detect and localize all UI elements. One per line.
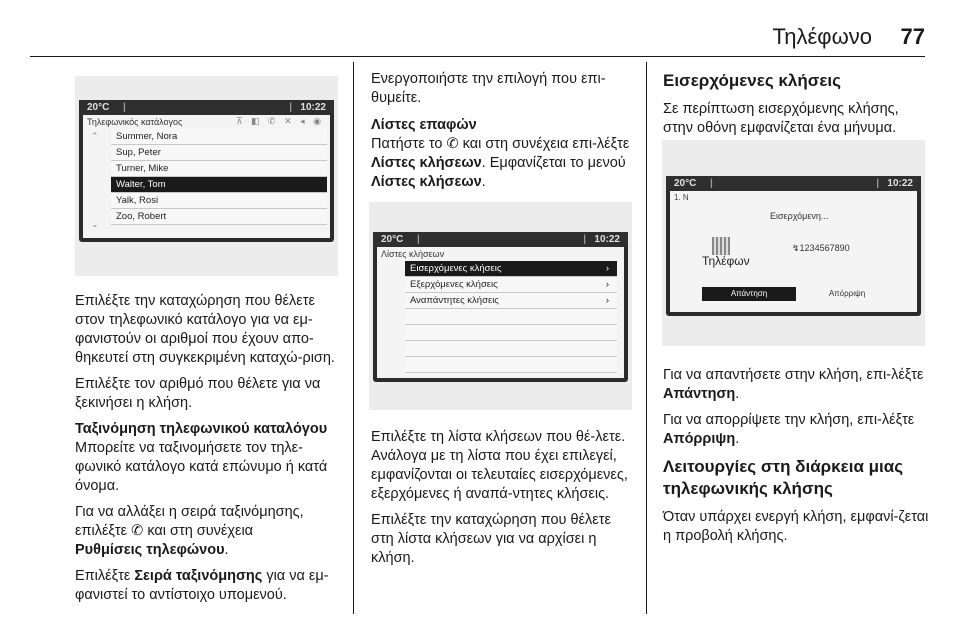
list-item-label: Αναπάντητες κλήσεις [410,295,499,306]
list-item[interactable] [111,209,327,225]
scroll-up-icon[interactable]: ⌃ [91,131,99,141]
column-3-text-bottom [663,366,929,553]
header-divider [30,56,925,57]
paragraph: Όταν υπάρχει ενεργή κλήση, εμφανί-ζεται η προβολή κλήσης. [663,509,929,544]
caller-number: ↯1234567890 [792,243,850,253]
section-heading: Εισερχόμενες κλήσεις [663,71,841,90]
list-item[interactable] [405,261,617,277]
screen-body [83,115,330,238]
list-item[interactable] [111,177,327,193]
paragraph: Επιλέξτε τη λίστα κλήσεων που θέ-λετε. Ανάλογα με τη λίστα που έχει επιλεγεί, εμφανίζονται οι τελευταίες εισερχόμενες, εξερχόμενες ή αναπά-ντητες κλήσεις. [371,429,628,502]
list-entry: 1. N [674,193,689,202]
list-item-label: Walter, Tom [116,179,166,190]
page-number: 77 [900,24,925,49]
paragraph: Επιλέξτε την καταχώρηση που θέλετε στη λίστα κλήσεων για να αρχίσει η κλήση. [371,512,611,566]
list-item[interactable] [111,161,327,177]
list-item[interactable] [405,293,617,309]
list-item[interactable] [111,145,327,161]
paragraph: Για να απορρίψετε την κλήση, επι-λέξτε Απόρριψη. [663,412,915,447]
page-title: Τηλέφωνο [772,24,872,49]
paragraph: Επιλέξτε Σειρά ταξινόμησης για να εμ-φανιστεί το αντίστοιχο υπομενού. [75,568,329,603]
chevron-right-icon: › [605,295,609,306]
phone-label: Τηλέφων [702,254,750,268]
section-heading: Λίστες επαφών [371,117,477,133]
paragraph: Σε περίπτωση εισερχόμενης κλήσης, στην οθόνη εμφανίζεται ένα μήνυμα. [663,101,899,136]
status-bar: 20°C | | 10:22 [373,232,628,247]
empty-row [405,341,617,357]
list-item[interactable] [111,193,327,209]
column-divider-1 [353,62,354,614]
page-header [0,0,960,56]
list-item-label: Zoo, Robert [116,211,167,222]
menu-phone-icon: ✆ [131,523,144,539]
paragraph: Για να αλλάξει η σειρά ταξινόμησης, επιλέξτε ✆ και στη συνέχεια Ρυθμίσεις τηλεφώνου. [75,504,304,558]
list-item[interactable] [111,129,327,145]
signal-icon [712,237,730,255]
paragraph: Επιλέξτε την καταχώρηση που θέλετε στον τηλεφωνικό κατάλογο για να εμ-φανιστούν οι αριθμοί που έχουν απο-θηκευτεί στη συγκεκριμένη καταχώ-ριση. [75,293,335,366]
temperature: 20°C [674,178,697,189]
list-item[interactable] [405,277,617,293]
paragraph: Ενεργοποιήστε την επιλογή που επι-θυμείτε. [371,71,606,106]
column-1-text [75,292,341,612]
incoming-call-screenshot [662,140,925,346]
screen-body [670,191,917,312]
list-item-label: Εισερχόμενες κλήσεις [410,263,502,274]
phone-arrow-icon: ↯ [792,243,800,253]
list-item-label: Sup, Peter [116,147,161,158]
list-item-label: Yalk, Rosi [116,195,159,206]
temperature: 20°C [87,102,110,113]
paragraph: Επιλέξτε τον αριθμό που θέλετε για να ξεκινήσει η κλήση. [75,376,321,411]
empty-row [405,357,617,373]
empty-row [405,325,617,341]
section-heading: Ταξινόμηση τηλεφωνικού καταλόγου [75,421,328,437]
clock: 10:22 [887,178,913,189]
paragraph: Μπορείτε να ταξινομήσετε τον τηλε-φωνικό κατάλογο κατά επώνυμο ή κατά όνομα. [75,440,328,494]
status-icons: ⊼ ◧ ✆ ✕ ◂ ◉ [235,116,324,126]
dialog-title: Εισερχόμενη... [770,211,829,221]
clock: 10:22 [300,102,326,113]
scroll-down-icon[interactable]: ⌄ [91,219,99,229]
chevron-right-icon: › [605,263,609,274]
menu-phone-icon: ✆ [446,136,459,152]
column-divider-2 [646,62,647,614]
column-3-text-top [663,70,929,145]
infotainment-screen [373,232,628,382]
column-2-text-bottom [371,428,633,575]
accept-call-button[interactable]: Απάντηση [702,287,796,301]
phonebook-list [111,129,327,225]
screen-title: Τηλεφωνικός κατάλογος [87,117,183,127]
chevron-right-icon: › [605,279,609,290]
status-bar: 20°C | | 10:22 [79,100,334,115]
paragraph: Για να απαντήσετε στην κλήση, επι-λέξτε Απάντηση. [663,367,924,402]
temperature: 20°C [381,234,404,245]
screen-title: Λίστες κλήσεων [381,249,445,259]
list-item-label: Εξερχόμενες κλήσεις [410,279,498,290]
list-item-label: Turner, Mike [116,163,169,174]
phonebook-screenshot [75,76,338,276]
empty-row [405,309,617,325]
reject-call-button[interactable]: Απόρριψη [828,289,866,298]
clock: 10:22 [594,234,620,245]
call-lists-screenshot [369,202,632,410]
column-2-text-top [371,70,633,199]
status-bar: 20°C | | 10:22 [666,176,921,191]
section-heading: Λειτουργίες στη διάρκεια μιας τηλεφωνικής κλήσης [663,457,904,498]
paragraph: Πατήστε το ✆ και στη συνέχεια επι-λέξτε Λίστες κλήσεων. Εμφανίζεται το μενού Λίστες κλήσεων. [371,136,630,190]
infotainment-screen [666,176,921,316]
infotainment-screen [79,100,334,242]
screen-body [377,247,624,378]
call-lists-menu [405,261,617,373]
list-item-label: Summer, Nora [116,131,178,142]
